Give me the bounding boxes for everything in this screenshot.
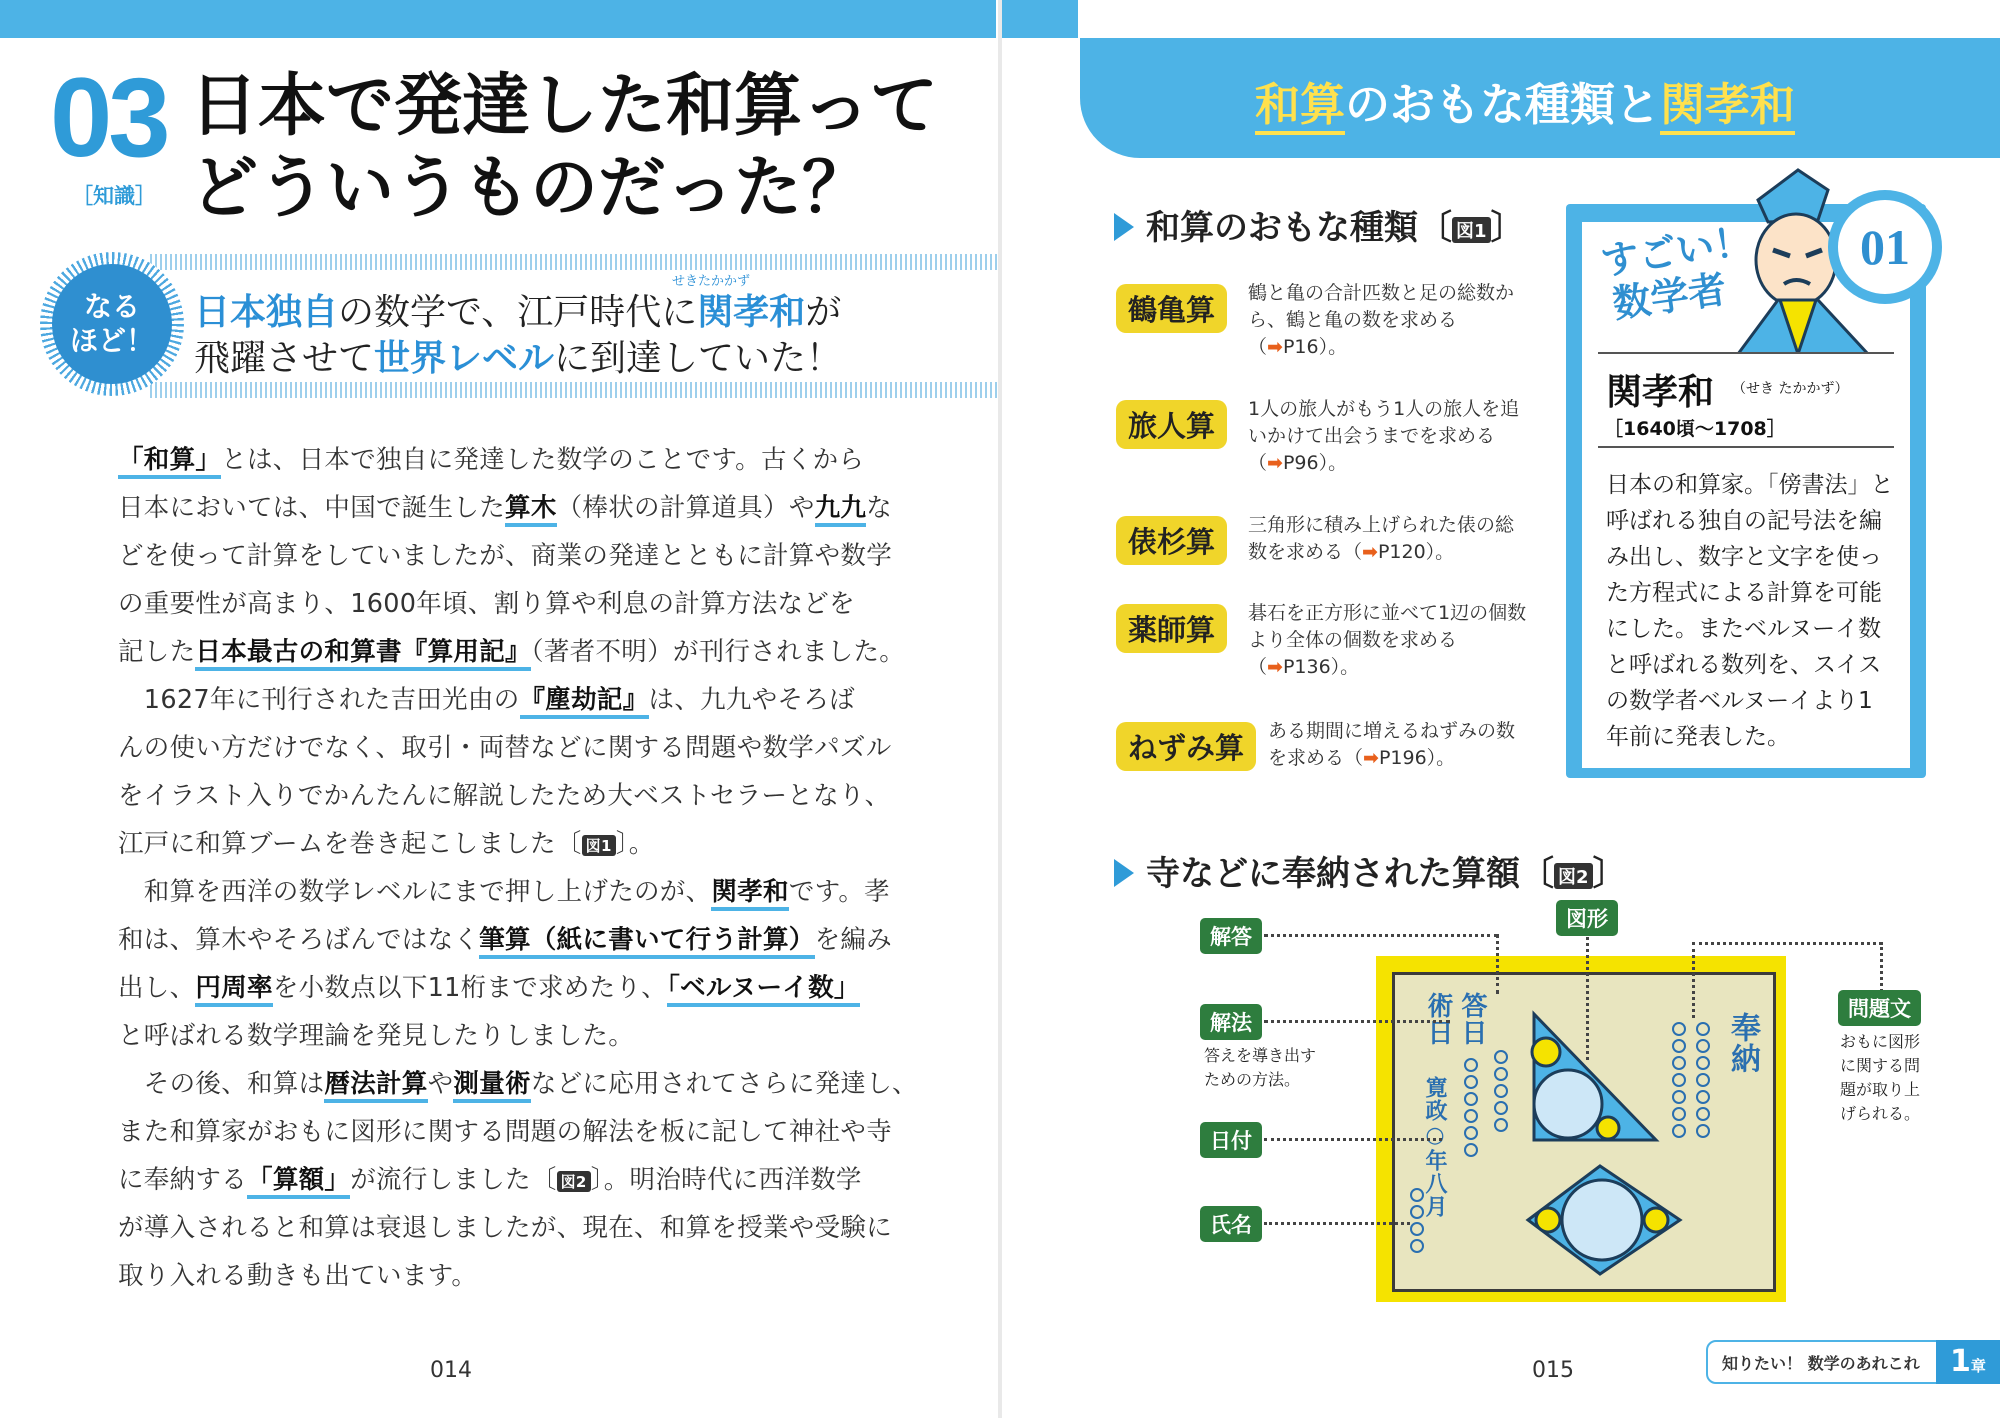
label-kaiho: 解法	[1200, 1004, 1262, 1040]
leader-line	[1496, 934, 1499, 994]
body-line: どを使って計算をしていましたが、商業の発達とともに計算や数学	[118, 541, 893, 571]
desc-text: 1人の旅人がもう1人の旅人を追いかけて出会うまでを求める（	[1248, 398, 1520, 474]
body-line	[118, 488, 892, 524]
lead-band-top	[150, 254, 998, 270]
subhead-text: 〕	[1592, 854, 1627, 894]
circle-column	[1464, 1058, 1478, 1157]
body-line: の重要性が高まり、1600年頃、割り算や利息の計算方法などを	[118, 589, 855, 619]
body-text: 〕。	[615, 829, 655, 859]
header-keyword: 和算	[1255, 78, 1345, 135]
card-text-line: と呼ばれる数列を、スイス	[1606, 652, 1882, 678]
desc-text: P96）。	[1282, 452, 1348, 474]
kind-tag: 薬師算	[1116, 604, 1227, 653]
body-text: 〕。明治時代に西洋数学	[590, 1165, 862, 1195]
kind-tag: 俵杉算	[1116, 516, 1227, 565]
kind-tag: ねずみ算	[1116, 722, 1256, 771]
board-col-jutsu: 術日	[1423, 992, 1453, 1046]
body-text: その後、和算は	[118, 1069, 325, 1099]
top-bar-left	[0, 0, 996, 38]
keyword: 筆算（紙に書いて行う計算）	[479, 925, 814, 959]
card-number: 01	[1838, 200, 1932, 294]
keyword: 日本最古の和算書『算用記』	[195, 637, 530, 671]
body-text: に奉納する	[118, 1165, 248, 1195]
subhead-text: 和算のおもな種類〔	[1146, 208, 1452, 248]
body-text: などに応用されてさらに発達し、	[530, 1069, 918, 1099]
divider	[1598, 446, 1894, 448]
lead-line-2	[194, 330, 842, 381]
arrow-icon: ➡	[1267, 656, 1283, 678]
page-title	[190, 66, 938, 230]
lead-text: が	[805, 292, 842, 333]
triangle-icon	[1114, 859, 1134, 887]
header-text: のおもな種類と	[1344, 78, 1660, 131]
title-line-2: どういうものだった？	[190, 149, 871, 228]
body-text: 日本においては、中国で誕生した	[118, 493, 506, 523]
lead-text: 飛躍させて	[194, 338, 375, 379]
kind-desc	[1268, 718, 1528, 772]
desc-text: 碁石を正方形に並べて1辺の個数より全体の個数を求める（	[1248, 602, 1527, 678]
body-line	[118, 440, 864, 476]
body-line: また和算家がおもに図形に関する問題の解法を板に記して神社や寺	[118, 1117, 893, 1147]
card-text-line: 呼ばれる独自の記号法を編	[1606, 508, 1882, 534]
leader-line	[1264, 1222, 1410, 1225]
card-text-line: の数学者ベルヌーイより1	[1606, 688, 1873, 714]
note-line: に関する問	[1840, 1056, 1921, 1075]
note-line: 答えを導き出す	[1204, 1046, 1317, 1065]
body-line	[118, 632, 905, 668]
subhead-text: 寺などに奉納された算額〔	[1146, 854, 1554, 894]
body-line	[118, 1160, 862, 1196]
page-gutter	[998, 0, 1002, 1418]
leader-line	[1264, 1020, 1450, 1023]
desc-text: 三角形に積み上げられた俵の総数を求める（	[1248, 514, 1515, 563]
body-line: をイラスト入りでかんたんに解説したため大ベストセラーとなり、	[118, 781, 891, 811]
circle-column	[1494, 1050, 1508, 1132]
lead-line-1	[194, 284, 841, 335]
section-number: 03	[50, 55, 167, 180]
keyword: 測量術	[453, 1069, 530, 1103]
body-text: （著者不明）が刊行されました。	[530, 637, 906, 667]
desc-text: P16）。	[1282, 336, 1348, 358]
keyword: 「算額」	[247, 1165, 350, 1199]
lead-ruby: せきたかかず	[672, 274, 751, 289]
body-text: です。孝	[788, 877, 890, 907]
person-reading: （せき たかかず）	[1732, 381, 1849, 397]
footer-chapter-label: 知りたい！ 数学のあれこれ	[1706, 1340, 1962, 1384]
card-text-line: た方程式による計算を可能	[1606, 580, 1882, 606]
kind-desc	[1248, 396, 1528, 477]
naruhodo-badge	[52, 264, 172, 384]
figure-ref: 図2	[1554, 863, 1593, 889]
body-text: 和算を西洋の数学レベルにまで押し上げたのが、	[118, 877, 712, 907]
card-badge-line: 数学者	[1610, 266, 1730, 327]
subhead-sangaku	[1114, 846, 1627, 895]
body-line	[118, 872, 890, 908]
leader-line	[1264, 1138, 1442, 1141]
lead-keyword: 世界レベル	[374, 338, 555, 379]
body-line	[118, 680, 855, 716]
badge-line-2: ほど！	[69, 324, 154, 357]
lead-keyword: 日本独自	[194, 292, 339, 333]
figure-ref: 図1	[1452, 217, 1491, 243]
subhead-kinds	[1114, 200, 1525, 249]
card-text-line: み出し、数字と文字を使っ	[1606, 544, 1882, 570]
card-text-line: 日本の和算家。「傍書法」と	[1606, 472, 1894, 498]
subhead-text: 〕	[1490, 208, 1525, 248]
circle-column	[1696, 1022, 1710, 1138]
arrow-icon: ➡	[1267, 336, 1283, 358]
card-badge-line: すごい！	[1598, 218, 1755, 284]
chapter-suffix: 章	[1970, 1357, 1986, 1375]
desc-text: P196）。	[1378, 747, 1456, 769]
leader-line	[1264, 934, 1498, 937]
kind-tag: 旅人算	[1116, 400, 1227, 449]
leader-line	[1692, 942, 1695, 1018]
keyword: 『塵劫記』	[520, 685, 649, 719]
body-text: 江戸に和算ブームを巻き起こしました〔	[118, 829, 582, 859]
body-line	[118, 824, 655, 860]
board-col-hono: 奉納	[1725, 1012, 1760, 1074]
body-text: や	[427, 1069, 454, 1099]
body-text: 記した	[118, 637, 196, 667]
body-line: んの使い方だけでなく、取引・両替などに関する問題や数学パズル	[118, 733, 892, 763]
keyword: 関孝和	[711, 877, 788, 911]
desc-text: ある期間に増えるねずみの数を求める（	[1268, 720, 1516, 769]
badge-line-1: なる	[83, 290, 140, 323]
label-kaito: 解答	[1200, 918, 1262, 954]
kind-desc	[1248, 280, 1528, 361]
lead-band-bottom	[150, 382, 998, 398]
body-line	[118, 968, 860, 1004]
figure-ref: 図2	[557, 1171, 591, 1192]
desc-text: 鶴と亀の合計匹数と足の総数から、鶴と亀の数を求める（	[1248, 282, 1515, 358]
leader-line	[1692, 942, 1882, 945]
body-line: と呼ばれる数学理論を発見したりしました。	[118, 1021, 635, 1051]
kaiho-note	[1204, 1044, 1316, 1092]
mondai-note	[1840, 1030, 1920, 1126]
circle-column	[1410, 1188, 1424, 1253]
lead-text: の数学で、江戸時代に	[338, 292, 698, 333]
arrow-icon: ➡	[1362, 541, 1378, 563]
kind-tag: 鶴亀算	[1116, 284, 1227, 333]
top-bar-right	[1002, 0, 1078, 38]
keyword: 暦法計算	[324, 1069, 427, 1103]
triangle-icon	[1114, 213, 1134, 241]
arrow-icon: ➡	[1363, 747, 1379, 769]
body-text: を小数点以下11桁まで求めたり、	[272, 973, 668, 1003]
title-line-1: 日本で発達した和算って	[190, 67, 939, 146]
desc-text: P120）。	[1377, 541, 1455, 563]
kind-desc	[1248, 512, 1528, 566]
desc-text: P136）。	[1282, 656, 1360, 678]
section-tag: ［知識］	[72, 184, 156, 208]
body-text: 和は、算木やそろばんではなく	[118, 925, 480, 955]
page-number-left: 014	[430, 1358, 472, 1383]
board-col-kotae: 答日	[1457, 992, 1487, 1046]
body-line: が導入されると和算は衰退しましたが、現在、和算を授業や受験に	[118, 1213, 893, 1243]
figure-ref: 図1	[582, 835, 616, 856]
note-line: 題が取り上	[1840, 1080, 1921, 1099]
keyword: 「ベルヌーイ数」	[667, 973, 860, 1007]
page-number-right: 015	[1532, 1358, 1574, 1383]
label-shimei: 氏名	[1200, 1206, 1262, 1242]
body-text: 1627年に刊行された吉田光由の	[118, 685, 520, 715]
label-mondai: 問題文	[1838, 990, 1921, 1026]
label-hizuke: 日付	[1200, 1122, 1262, 1158]
keyword: 円周率	[195, 973, 272, 1007]
body-line: 取り入れる動きも出ています。	[118, 1261, 478, 1291]
lead-keyword: 関孝和	[697, 292, 806, 333]
body-text: とは、日本で独自に発達した数学のことです。古くから	[221, 445, 865, 475]
label-zukei: 図形	[1556, 900, 1618, 936]
kind-desc	[1248, 600, 1528, 681]
keyword: 九九	[815, 493, 867, 527]
body-line	[118, 920, 892, 956]
header-title	[1080, 68, 1970, 133]
person-name: 関孝和	[1606, 372, 1715, 413]
board-col-date: 寛政○年八月	[1422, 1076, 1448, 1218]
body-text: な	[866, 493, 893, 523]
card-text-line: 年前に発表した。	[1606, 724, 1790, 750]
keyword: 「和算」	[118, 445, 221, 479]
card-text-line: にした。またベルヌーイ数	[1606, 616, 1882, 642]
chapter-number	[1936, 1340, 2000, 1384]
body-text: （棒状の計算道具）や	[556, 493, 815, 523]
arrow-icon: ➡	[1267, 452, 1283, 474]
note-line: ための方法。	[1204, 1070, 1301, 1089]
header-keyword: 関孝和	[1660, 78, 1795, 135]
note-line: おもに図形	[1840, 1032, 1921, 1051]
body-text: 出し、	[118, 973, 196, 1003]
body-text: が流行しました〔	[350, 1165, 557, 1195]
body-text: は、九九やそろば	[648, 685, 855, 715]
person-years: ［1640頃〜1708］	[1604, 418, 1786, 440]
note-line: げられる。	[1840, 1104, 1921, 1123]
body-line	[118, 1064, 918, 1100]
leader-line	[1586, 930, 1589, 1060]
geometry-figures	[1508, 1010, 1698, 1280]
keyword: 算木	[505, 493, 557, 527]
divider	[1598, 352, 1894, 354]
chapter-digit: 1	[1950, 1344, 1971, 1379]
lead-text: に到達していた！	[554, 338, 843, 379]
body-text: を編み	[814, 925, 893, 955]
